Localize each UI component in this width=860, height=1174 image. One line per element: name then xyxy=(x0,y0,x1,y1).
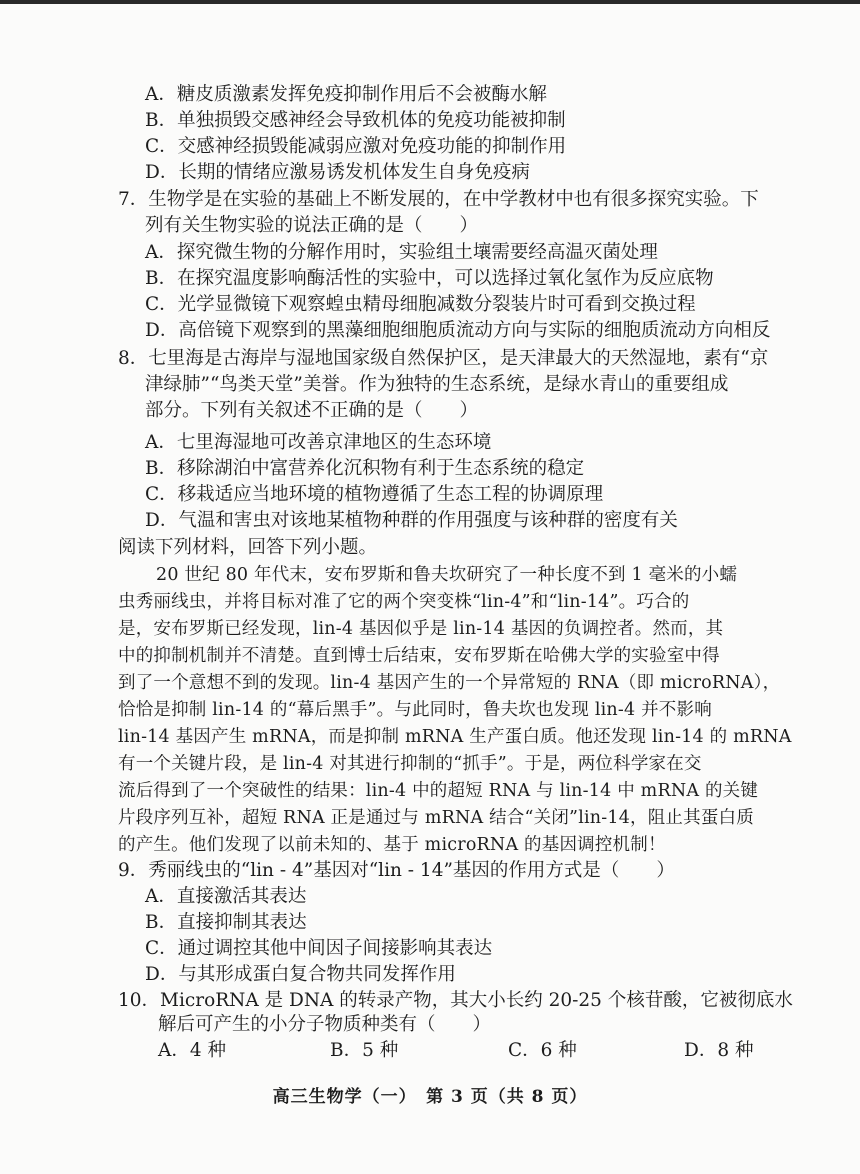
q10-option-b: B．5 种 xyxy=(330,1040,399,1061)
material-line: lin-14 基因产生 mRNA，而是抑制 mRNA 生产蛋白质。他还发现 lin-14 的 mRNA xyxy=(118,727,792,747)
q7-option-c: C．光学显微镜下观察蝗虫精母细胞减数分裂装片时可看到交换过程 xyxy=(145,294,696,315)
material-line: 的产生。他们发现了以前未知的、基于 microRNA 的基因调控机制！ xyxy=(118,835,666,855)
q8-stem-line1: 8．七里海是古海岸与湿地国家级自然保护区，是天津最大的天然湿地，素有“京 xyxy=(118,348,769,369)
q7-stem-line1: 7．生物学是在实验的基础上不断发展的，在中学教材中也有很多探究实验。下 xyxy=(118,189,759,210)
q9-option-c: C．通过调控其他中间因子间接影响其表达 xyxy=(145,938,493,959)
q9-option-b: B．直接抑制其表达 xyxy=(145,912,307,933)
material-line: 中的抑制机制并不清楚。直到博士后结束，安布罗斯在哈佛大学的实验室中得 xyxy=(118,646,720,666)
material-line: 是，安布罗斯已经发现，lin-4 基因似乎是 lin-14 基因的负调控者。然而，其 xyxy=(118,619,724,639)
q8-option-d: D．气温和害虫对该地某植物种群的作用强度与该种群的密度有关 xyxy=(145,510,678,531)
material-line: 恰恰是抑制 lin-14 的“幕后黑手”。与此同时，鲁夫坎也发现 lin-4 并不影响 xyxy=(118,700,712,720)
q7-option-a: A．探究微生物的分解作用时，实验组土壤需要经高温灭菌处理 xyxy=(145,242,658,263)
q10-stem-line2: 解后可产生的小分子物质种类有（ ） xyxy=(158,1014,492,1035)
q10-stem-line1: 10．MicroRNA 是 DNA 的转录产物，其大小长约 20-25 个核苷酸，它被彻底水 xyxy=(118,990,793,1011)
q10-option-a: A．4 种 xyxy=(158,1040,227,1061)
material-line: 流后得到了一个突破性的结果：lin-4 中的超短 RNA 与 lin-14 中 mRNA 的关键 xyxy=(118,781,759,801)
q6-option-b: B．单独损毁交感神经会导致机体的免疫功能被抑制 xyxy=(145,110,566,131)
material-line: 到了一个意想不到的发现。lin-4 基因产生的一个异常短的 RNA（即 microRNA）， xyxy=(118,673,781,693)
q8-stem-line2: 津绿肺”“鸟类天堂”美誉。作为独特的生态系统，是绿水青山的重要组成 xyxy=(145,374,729,395)
q9-stem: 9．秀丽线虫的“lin - 4”基因对“lin - 14”基因的作用方式是（ ） xyxy=(118,860,675,881)
q10-option-d: D．8 种 xyxy=(684,1040,754,1061)
q7-option-d: D．高倍镜下观察到的黑藻细胞细胞质流动方向与实际的细胞质流动方向相反 xyxy=(145,320,771,341)
q9-option-d: D．与其形成蛋白复合物共同发挥作用 xyxy=(145,964,456,985)
material-lead: 阅读下列材料，回答下列小题。 xyxy=(118,537,378,558)
q8-option-a: A．七里海湿地可改善京津地区的生态环境 xyxy=(145,432,492,453)
q7-stem-line2: 列有关生物实验的说法正确的是（ ） xyxy=(145,215,479,236)
q10-options-row xyxy=(158,1038,758,1064)
q6-option-a: A．糖皮质激素发挥免疫抑制作用后不会被酶水解 xyxy=(145,84,547,105)
q9-option-a: A．直接激活其表达 xyxy=(145,886,307,907)
q6-option-d: D．长期的情绪应激易诱发机体发生自身免疫病 xyxy=(145,162,530,183)
page-footer: 高三生物学（一） 第 3 页（共 8 页） xyxy=(272,1087,588,1107)
q8-option-c: C．移栽适应当地环境的植物遵循了生态工程的协调原理 xyxy=(145,484,604,505)
q7-option-b: B．在探究温度影响酶活性的实验中，可以选择过氧化氢作为反应底物 xyxy=(145,268,714,289)
q6-option-c: C．交感神经损毁能减弱应激对免疫功能的抑制作用 xyxy=(145,136,567,157)
q10-option-c: C．6 种 xyxy=(508,1040,577,1061)
material-line: 片段序列互补，超短 RNA 正是通过与 mRNA 结合“关闭”lin-14，阻止其蛋白质 xyxy=(118,808,754,828)
q8-stem-line3: 部分。下列有关叙述不正确的是（ ） xyxy=(145,400,479,421)
material-line: 虫秀丽线虫，并将目标对准了它的两个突变株“lin-4”和“lin-14”。巧合的 xyxy=(118,592,690,612)
q8-option-b: B．移除湖泊中富营养化沉积物有利于生态系统的稳定 xyxy=(145,458,585,479)
material-line: 有一个关键片段，是 lin-4 对其进行抑制的“抓手”。于是，两位科学家在交 xyxy=(118,754,702,774)
material-line: 20 世纪 80 年代末，安布罗斯和鲁夫坎研究了一种长度不到 1 毫米的小蠕 xyxy=(156,565,738,585)
